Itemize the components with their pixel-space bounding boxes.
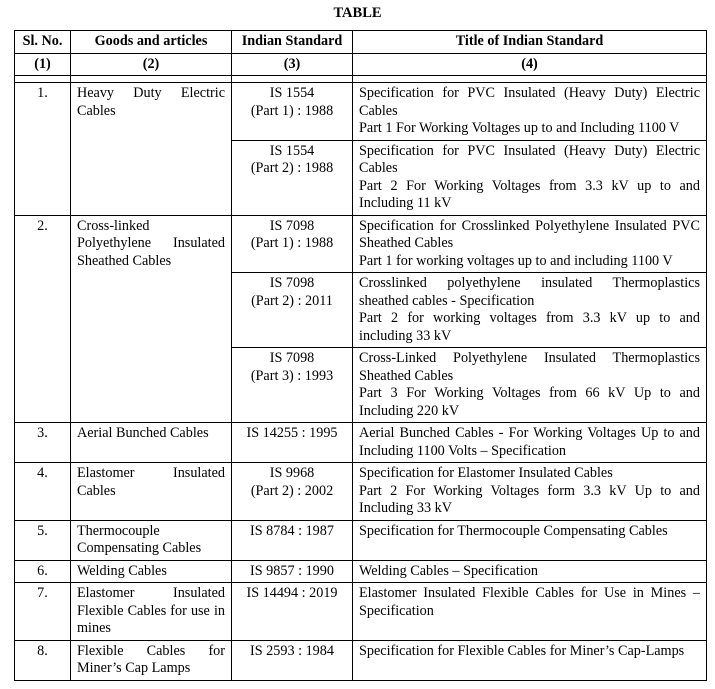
header-indian-standard: Indian Standard	[232, 31, 353, 54]
standard-title	[353, 640, 707, 680]
standard-number: IS 7098	[269, 217, 315, 234]
standard-title	[353, 560, 707, 583]
goods-text: Welding Cables	[77, 562, 167, 579]
goods-text: Cross-linked Polyethylene Insulated Sheathed Cables	[77, 217, 225, 269]
goods-articles	[71, 640, 232, 680]
indian-standard	[232, 215, 353, 273]
standard-title	[353, 463, 707, 521]
header-goods: Goods and articles	[71, 31, 232, 54]
indian-standard	[232, 140, 353, 215]
title-line: Part 2 for working voltages from 3.3 kV up to and including 33 kV	[359, 310, 700, 344]
goods-articles	[71, 520, 232, 560]
serial-number: 8.	[15, 640, 71, 680]
goods-articles	[71, 583, 232, 641]
standard-title	[353, 215, 707, 273]
title-line: Part 1 For Working Voltages up to and Including 1100 V	[359, 120, 680, 136]
standard-number: IS 7098	[269, 350, 315, 366]
title-line: Specification for Flexible Cables for Miner’s Cap-Lamps	[359, 642, 685, 659]
header-row	[15, 31, 707, 54]
title-line: Specification for PVC Insulated (Heavy Duty) Electric Cables	[359, 142, 700, 176]
goods-articles	[71, 423, 232, 463]
column-number: (3)	[232, 53, 353, 76]
indian-standard	[232, 520, 353, 560]
goods-articles	[71, 215, 232, 423]
indian-standard	[232, 640, 353, 680]
title-line: Part 3 For Working Voltages from 66 kV Up to and Including 220 kV	[359, 385, 700, 419]
indian-standard	[232, 560, 353, 583]
column-number: (4)	[353, 53, 707, 76]
goods-text: Elastomer Insulated Flexible Cables for use in mines	[77, 585, 225, 636]
standard-number: IS 14255 : 1995	[246, 425, 338, 441]
standard-number: IS 7098	[269, 275, 315, 291]
column-number: (1)	[15, 53, 71, 76]
goods-articles	[71, 560, 232, 583]
standard-number: IS 9968	[269, 465, 315, 481]
standard-title	[353, 423, 707, 463]
standard-part: (Part 2) : 1988	[250, 160, 334, 176]
standards-table	[14, 30, 707, 681]
table-row	[15, 215, 707, 273]
indian-standard	[232, 273, 353, 348]
goods-text: Aerial Bunched Cables	[77, 425, 209, 441]
standard-part: (Part 1) : 1988	[250, 235, 334, 251]
serial-number: 3.	[15, 423, 71, 463]
indian-standard	[232, 348, 353, 423]
goods-articles	[71, 463, 232, 521]
standard-part: (Part 2) : 2002	[250, 482, 334, 499]
table-title: TABLE	[333, 5, 382, 21]
title-line: Aerial Bunched Cables - For Working Voltages Up to and Including 1100 Volts – Specification	[359, 425, 700, 459]
title-line: Elastomer Insulated Flexible Cables for Use in Mines – Specification	[359, 585, 700, 619]
header-title: Title of Indian Standard	[353, 31, 707, 54]
table-row	[15, 463, 707, 521]
table-row	[15, 560, 707, 583]
title-line: Welding Cables – Specification	[359, 562, 538, 579]
standard-number: IS 9857 : 1990	[250, 562, 334, 579]
standard-number: IS 2593 : 1984	[250, 642, 334, 659]
serial-number: 5.	[15, 520, 71, 560]
header-sl-no: Sl. No.	[15, 31, 71, 54]
goods-text: Flexible Cables for Miner’s Cap Lamps	[77, 642, 225, 676]
title-line: Crosslinked polyethylene insulated Thermoplastics sheathed cables - Specification	[359, 275, 700, 309]
standard-title	[353, 273, 707, 348]
indian-standard	[232, 83, 353, 141]
standard-number: IS 1554	[269, 142, 315, 159]
table-body	[15, 76, 707, 681]
serial-number: 2.	[15, 215, 71, 423]
standard-number: IS 8784 : 1987	[250, 522, 334, 539]
spacer-row	[15, 76, 707, 83]
serial-number: 1.	[15, 83, 71, 216]
column-number-row	[15, 53, 707, 76]
standard-title	[353, 348, 707, 423]
title-line: Specification for Elastomer Insulated Cables	[359, 465, 613, 481]
standard-title	[353, 583, 707, 641]
indian-standard	[232, 423, 353, 463]
goods-articles	[71, 83, 232, 216]
title-line: Cross-Linked Polyethylene Insulated Thermoplastics Sheathed Cables	[359, 350, 700, 384]
title-line: Specification for Thermocouple Compensating Cables	[359, 522, 668, 539]
table-row	[15, 520, 707, 560]
goods-text: Heavy Duty Electric Cables	[77, 85, 225, 119]
standard-part: (Part 3) : 1993	[250, 367, 334, 384]
goods-text: Thermocouple Compensating Cables	[77, 522, 202, 556]
standard-part: (Part 2) : 2011	[251, 292, 333, 309]
standard-title	[353, 520, 707, 560]
standard-number: IS 1554	[269, 85, 315, 101]
standard-number: IS 14494 : 2019	[246, 585, 338, 601]
title-line: Part 2 For Working Voltages from 3.3 kV up to and Including 11 kV	[359, 177, 700, 211]
table-row	[15, 83, 707, 141]
table-row	[15, 583, 707, 641]
standard-title	[353, 83, 707, 141]
indian-standard	[232, 583, 353, 641]
serial-number: 4.	[15, 463, 71, 521]
serial-number: 6.	[15, 560, 71, 583]
title-line: Part 1 for working voltages up to and including 1100 V	[359, 252, 673, 269]
title-line: Specification for PVC Insulated (Heavy Duty) Electric Cables	[359, 85, 700, 119]
indian-standard	[232, 463, 353, 521]
table-row	[15, 640, 707, 680]
serial-number: 7.	[15, 583, 71, 641]
goods-text: Elastomer Insulated Cables	[77, 465, 225, 499]
title-line: Part 2 For Working Voltages form 3.3 kV Up to and Including 33 kV	[359, 482, 700, 516]
standard-part: (Part 1) : 1988	[250, 102, 334, 119]
title-line: Specification for Crosslinked Polyethylene Insulated PVC Sheathed Cables	[359, 217, 700, 251]
column-number: (2)	[71, 53, 232, 76]
table-row	[15, 423, 707, 463]
standard-title	[353, 140, 707, 215]
